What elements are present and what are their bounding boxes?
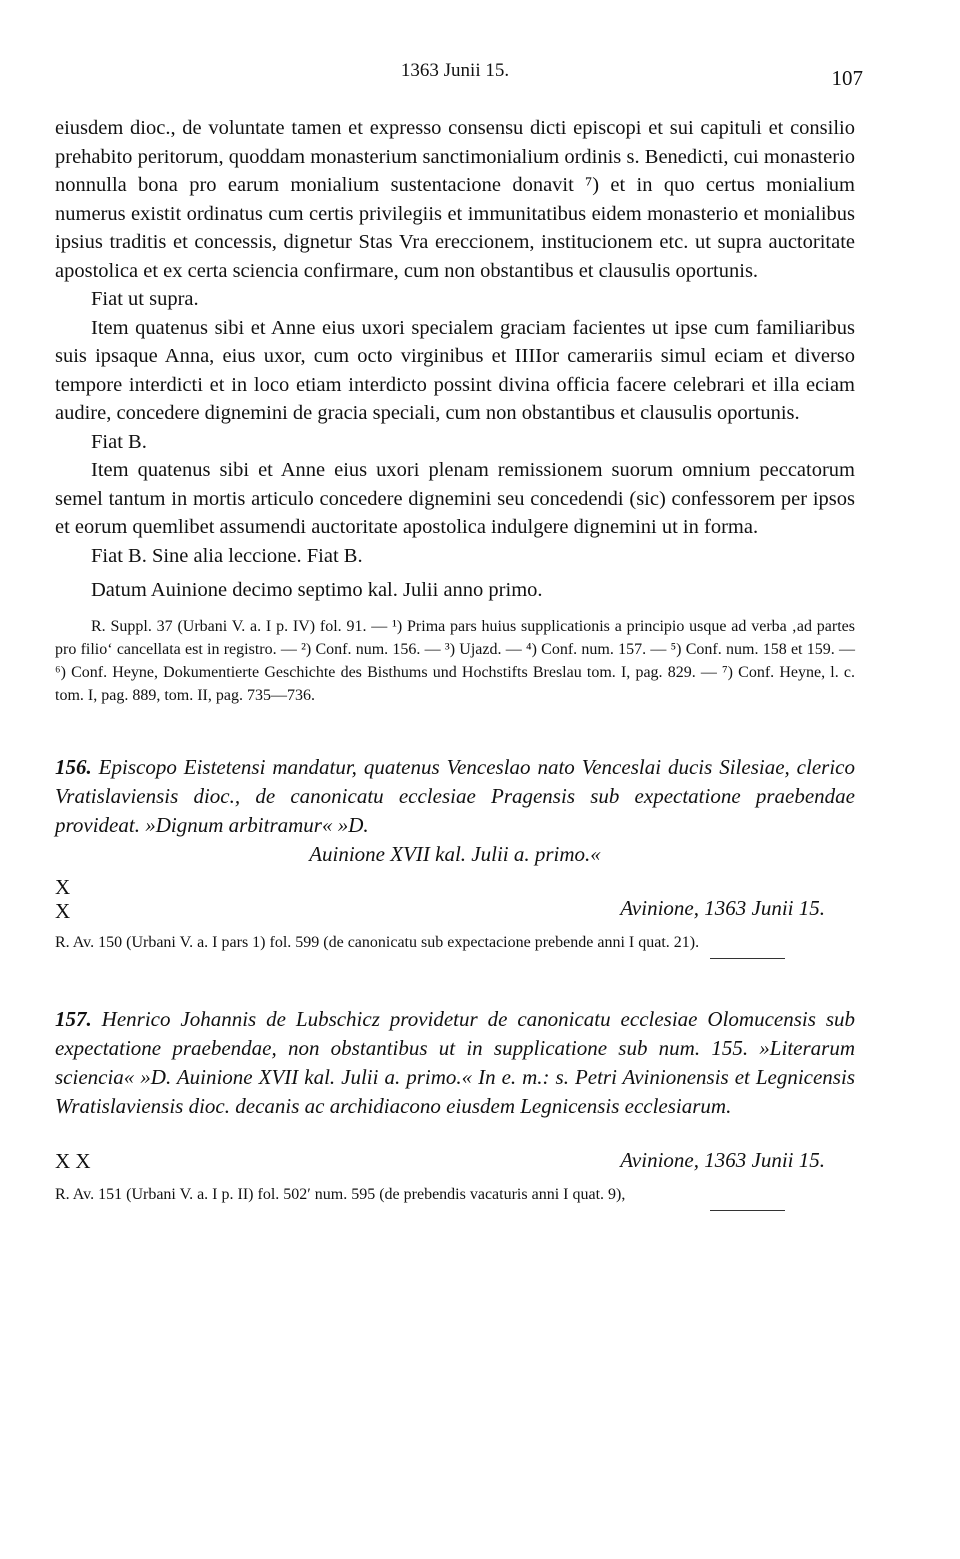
entry-157-marks: X X <box>55 1148 91 1173</box>
entry-156-divider <box>710 958 785 959</box>
footnotes <box>55 615 855 707</box>
entry-156-source: R. Av. 150 (Urbani V. a. I pars 1) fol. 599 (de canonicatu sub expectacione prebende anni I quat. 21). <box>55 933 700 951</box>
entry-156-number: 156. <box>55 754 92 779</box>
fiat-line-3: Fiat B. Sine alia leccione. Fiat B. <box>91 544 363 567</box>
page-header <box>55 60 863 94</box>
entry-157-signature-row <box>55 1127 855 1177</box>
entry-156-regest <box>55 753 855 869</box>
entry-157-number: 157. <box>55 1006 92 1031</box>
document-page <box>55 60 863 1211</box>
entry-156-place-date: Avinione, 1363 Junii 15. <box>620 895 825 920</box>
dating-clause: Datum Auinione decimo septimo kal. Julii anno primo. <box>91 579 543 601</box>
paragraph-2: Item quatenus sibi et Anne eius uxori specialem graciam facientes ut ipse cum familiaribus suis ipsaque Anna, eius uxor, cum octo virginibus et IIIIor camerariis simul eciam et diverso tempore interdicti et in loco etiam interdicto possint divina officia facere celebrari et illa eciam audire, concedere dignemini de gracia speciali, cum non obstantibus et clausulis oportunis. <box>55 316 855 424</box>
entry-157-source: R. Av. 151 (Urbani V. a. I p. II) fol. 502′ num. 595 (de prebendis vacaturis anni I quat. 9), <box>55 1185 626 1203</box>
entry-156-text: Episcopo Eistetensi mandatur, quatenus Venceslao nato Venceslai ducis Silesiae, clerico Vratislaviensis dioc., de canonicatu ecclesiae Pragensis sub expectatione praebendae provideat. »Dignum arbitramur« »D. <box>55 754 855 837</box>
footnote-text: R. Suppl. 37 (Urbani V. a. I p. IV) fol. 91. — ¹) Prima pars huius supplicationis a principio usque ad verba ‚ad partes pro filio‘ cancellata est in registro. — ²) Conf. num. 156. — ³) Ujazd. — ⁴) Conf. num. 157. — ⁵) Conf. num. 158 et 159. — ⁶) Conf. Heyne, Dokumentierte Geschichte des Bisthums und Hochstifts Breslau tom. I, pag. 829. — ⁷) Conf. Heyne, l. c. tom. I, pag. 889, tom. II, pag. 735—736. <box>55 617 855 704</box>
entry-157-regest <box>55 1005 855 1121</box>
fiat-line-2: Fiat B. <box>91 430 147 453</box>
entry-157-place-date: Avinione, 1363 Junii 15. <box>620 1147 825 1172</box>
entry-157 <box>55 1005 855 1211</box>
paragraph-3: Item quatenus sibi et Anne eius uxori plenam remissionem suorum omnium peccatorum semel tantum in mortis articulo concedere dignemini seu concedendi (sic) confessorem per ipsos et eorum quemlibet assumendi auctoritate apostolica indulgere dignemini ut in forma. <box>55 459 855 538</box>
main-text <box>55 114 855 605</box>
entry-156 <box>55 753 855 959</box>
entry-157-text: Henrico Johannis de Lubschicz providetur de canonicatu ecclesiae Olomucensis sub expectatione praebendae, non obstantibus ut in supplicatione sub num. 155. »Literarum sciencia« »D. Auinione XVII kal. Julii a. primo.« In e. m.: s. Petri Avinionensis et Legnicensis Wratislaviensis dioc. decanis ac archidiacono eiusdem Legnicensis ecclesiarum. <box>55 1006 856 1118</box>
paragraph-1: eiusdem dioc., de voluntate tamen et expresso consensu dicti episcopi et sui capituli et consilio prehabito peritorum, quoddam monasterium sanctimonialium ordinis s. Benedicti, cui monasterio nonnulla bona pro earum monialium sustentacione donavit ⁷) et in quo certus monialium numerus existit ordinatus cum certis privilegiis et immunitatibus eidem monasterio et monialibus ipsius traditis et concessis, dignetur Stas Vra ereccionem, institucionem etc. ut supra auctoritate apostolica et ex certa sciencia confirmare, cum non obstantibus et clausulis oportunis. <box>55 117 855 282</box>
entry-156-signature-row <box>55 875 855 925</box>
entry-157-divider <box>710 1210 785 1211</box>
running-head: 1363 Junii 15. <box>400 60 510 81</box>
page-number: 107 <box>831 66 863 90</box>
entry-156-marks: X X <box>55 874 71 923</box>
fiat-line-1: Fiat ut supra. <box>91 288 199 310</box>
entry-156-text-center: Auinione XVII kal. Julii a. primo.« <box>309 841 601 866</box>
